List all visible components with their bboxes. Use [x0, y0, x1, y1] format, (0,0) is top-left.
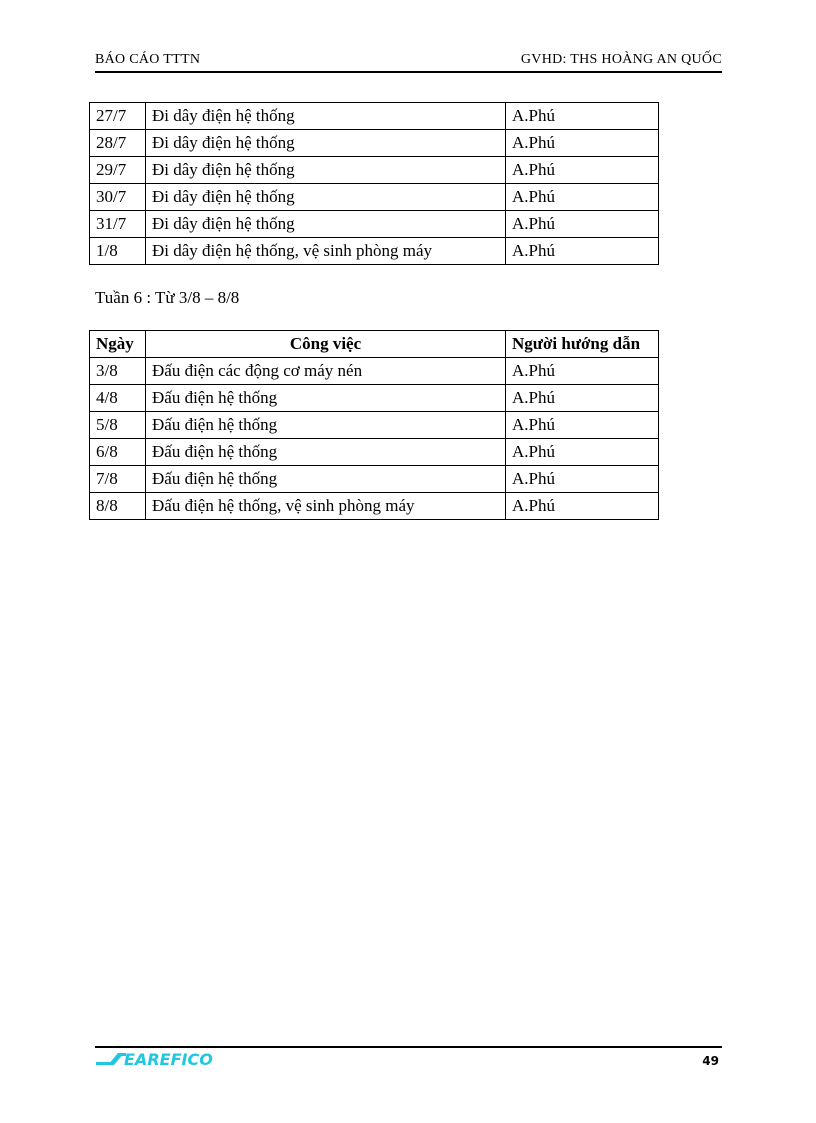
mentor-cell: A.Phú	[506, 238, 659, 265]
date-cell: 28/7	[90, 130, 146, 157]
task-cell: Đi dây điện hệ thống	[146, 157, 506, 184]
table-row	[90, 238, 659, 265]
task-cell: Đấu điện hệ thống	[146, 385, 506, 412]
date-cell: 7/8	[90, 466, 146, 493]
logo-swoosh-icon	[96, 1053, 126, 1065]
table-row	[90, 211, 659, 238]
mentor-cell: A.Phú	[506, 385, 659, 412]
footer-divider	[95, 1046, 722, 1048]
searefico-logo	[96, 1049, 230, 1069]
table-row	[90, 184, 659, 211]
header-divider	[95, 71, 722, 73]
table-row	[90, 439, 659, 466]
mentor-cell: A.Phú	[506, 493, 659, 520]
table-row	[90, 103, 659, 130]
task-cell: Đi dây điện hệ thống	[146, 211, 506, 238]
mentor-cell: A.Phú	[506, 157, 659, 184]
logo-wordmark: EAREFICO	[124, 1050, 213, 1069]
table-row	[90, 358, 659, 385]
table-header	[90, 331, 659, 358]
task-cell: Đấu điện hệ thống, vệ sinh phòng máy	[146, 493, 506, 520]
table-row	[90, 466, 659, 493]
schedule-table-week6	[89, 330, 659, 520]
date-column-header: Ngày	[90, 331, 146, 358]
table-row	[90, 130, 659, 157]
task-cell: Đấu điện hệ thống	[146, 439, 506, 466]
table-row	[90, 412, 659, 439]
task-cell: Đi dây điện hệ thống	[146, 130, 506, 157]
week-6-heading: Tuần 6 : Từ 3/8 – 8/8	[95, 288, 240, 307]
table-row	[90, 157, 659, 184]
header-report-title: BÁO CÁO TTTN	[95, 52, 201, 67]
mentor-cell: A.Phú	[506, 130, 659, 157]
header-row	[90, 331, 659, 358]
page-number: 49	[702, 1054, 719, 1068]
mentor-cell: A.Phú	[506, 184, 659, 211]
date-cell: 5/8	[90, 412, 146, 439]
task-cell: Đi dây điện hệ thống	[146, 103, 506, 130]
header-advisor: GVHD: THS HOÀNG AN QUỐC	[520, 52, 722, 67]
task-cell: Đi dây điện hệ thống	[146, 184, 506, 211]
mentor-cell: A.Phú	[506, 412, 659, 439]
date-cell: 8/8	[90, 493, 146, 520]
mentor-cell: A.Phú	[506, 466, 659, 493]
date-cell: 29/7	[90, 157, 146, 184]
mentor-cell: A.Phú	[506, 439, 659, 466]
date-cell: 30/7	[90, 184, 146, 211]
task-column-header: Công việc	[146, 331, 506, 358]
date-cell: 4/8	[90, 385, 146, 412]
mentor-column-header: Người hướng dẫn	[506, 331, 659, 358]
date-cell: 27/7	[90, 103, 146, 130]
task-cell: Đấu điện các động cơ máy nén	[146, 358, 506, 385]
table-row	[90, 493, 659, 520]
schedule-table-week5	[89, 102, 659, 265]
date-cell: 1/8	[90, 238, 146, 265]
date-cell: 31/7	[90, 211, 146, 238]
table-body	[90, 103, 659, 265]
date-cell: 3/8	[90, 358, 146, 385]
task-cell: Đấu điện hệ thống	[146, 466, 506, 493]
mentor-cell: A.Phú	[506, 103, 659, 130]
mentor-cell: A.Phú	[506, 211, 659, 238]
date-cell: 6/8	[90, 439, 146, 466]
task-cell: Đi dây điện hệ thống, vệ sinh phòng máy	[146, 238, 506, 265]
task-cell: Đấu điện hệ thống	[146, 412, 506, 439]
page-header	[95, 52, 722, 72]
mentor-cell: A.Phú	[506, 358, 659, 385]
table-body	[90, 358, 659, 520]
table-row	[90, 385, 659, 412]
